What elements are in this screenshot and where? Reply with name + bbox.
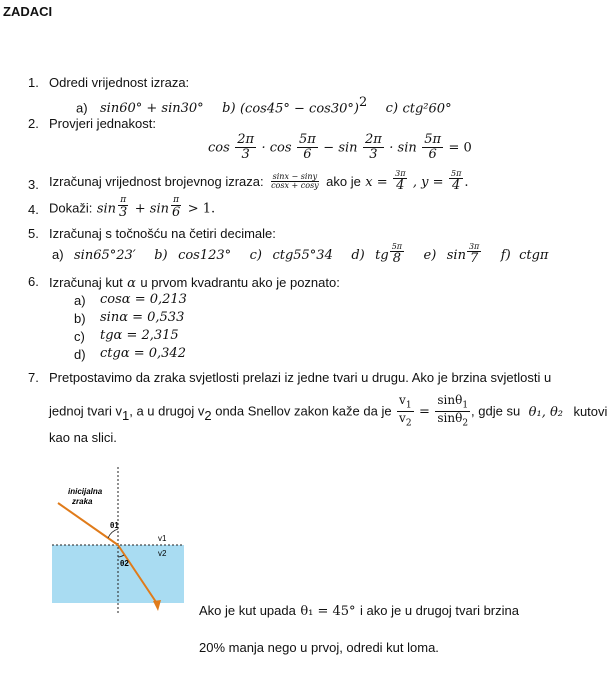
eq-frac4-num: 5π — [424, 132, 442, 147]
snell-sin2: sinθ — [437, 410, 463, 425]
q1c-expr: ctg²60° — [402, 101, 452, 117]
q7-bottom-line-2: 20% manja nego u prvoj, odredi kut loma. — [199, 640, 439, 655]
snell-sin1: sinθ — [437, 393, 463, 407]
q6c-expr: tgα = 2,315 — [100, 328, 179, 343]
figure-v1: v1 — [158, 534, 167, 543]
item-number-7: 7. — [28, 370, 39, 385]
item-number-6: 6. — [28, 274, 39, 289]
q6b-label: b) — [74, 311, 86, 326]
q4-frac2-den: 6 — [171, 205, 181, 221]
q7-bottom-text-b: i ako je u drugoj tvari brzina — [360, 603, 519, 618]
q5e-num: 3π — [468, 242, 480, 251]
q3-frac-den: cosx + cosy — [271, 181, 319, 191]
q5b-expr: cos123° — [178, 247, 232, 263]
figure-label-initial: inicijalna — [68, 487, 103, 496]
q3-y-num: 5π — [451, 169, 462, 178]
question-2: Provjeri jednakost: — [49, 116, 156, 131]
q6a-expr: cosα = 0,213 — [100, 292, 187, 307]
question-7-line-3: kao na slici. — [49, 430, 117, 445]
q6a — [74, 292, 187, 310]
page-title: ZADACI — [3, 4, 53, 19]
question-6 — [49, 274, 340, 292]
q3-frac-num: sinx − siny — [272, 171, 318, 181]
q6c-label: c) — [74, 329, 85, 344]
q3-y: , y = — [412, 174, 444, 190]
q3-y-den: 4 — [452, 178, 461, 194]
snell-v1: v — [399, 393, 406, 407]
eq-sin-2: · sin — [389, 140, 417, 156]
q6b-expr: sinα = 0,533 — [100, 310, 185, 325]
snell-sin2-sub: 2 — [462, 418, 469, 429]
identity-equation — [208, 133, 472, 161]
q5c-label: c) — [249, 247, 262, 263]
q5f-expr: ctgπ — [519, 247, 549, 263]
q4-text: Dokaži: — [49, 200, 93, 216]
q1c-label: c) — [385, 101, 399, 117]
eq-cos-2: · cos — [261, 140, 292, 156]
q7-text-c: onda Snellov zakon kaže da je — [211, 403, 392, 419]
q3-x-den: 4 — [396, 178, 405, 194]
q6a-label: a) — [74, 293, 86, 308]
eq-cos-1: cos — [208, 140, 230, 156]
eq-rhs: = 0 — [448, 140, 472, 156]
eq-frac3-den: 3 — [369, 146, 378, 162]
ray-arrowhead — [153, 600, 161, 611]
q1a-label: a) — [76, 100, 88, 116]
eq-frac1-num: 2π — [237, 132, 255, 147]
question-4 — [49, 196, 215, 220]
snell-v1-sub: 1 — [405, 400, 412, 411]
q3-x-num: 3π — [395, 169, 406, 178]
q4-frac2-num: π — [173, 195, 180, 205]
q1b-label: b) — [222, 101, 236, 117]
question-1: Odredi vrijednost izraza: — [49, 75, 190, 90]
q3-condition: ako je — [326, 173, 361, 189]
q1-options — [76, 95, 452, 117]
q6d-expr: ctgα = 0,342 — [100, 346, 186, 361]
q7-text-e: kutovi — [573, 403, 607, 419]
q5a-expr: sin65°23′ — [74, 247, 136, 263]
q7-sub-1: 1 — [121, 407, 130, 423]
question-3: Izračunaj vrijednost brojevnog izraza: $\frac{\sin x - \sin y}{\cos x + \cos y}$ ako je x = $\frac{3\pi}{4}$ , y = $\frac{5\pi}{4}$ . — [49, 169, 469, 194]
q6b — [74, 310, 185, 328]
q7-thetas: θ₁, θ₂ — [528, 404, 563, 420]
q1a-expr: sin60° + sin30° — [100, 101, 204, 117]
figure-label-ray: zraka — [72, 497, 93, 506]
question-5: Izračunaj s točnošću na četiri decimale: — [49, 226, 276, 241]
q7-text-b: , a u drugoj v — [129, 403, 205, 419]
q5-options — [52, 243, 548, 266]
q4-sin-2: + sin — [134, 201, 169, 217]
eq-frac3-num: 2π — [364, 132, 382, 147]
q7-theta1-value: θ₁ = 45° — [300, 604, 356, 619]
q7-bottom-text-a: Ako je kut upada — [199, 603, 296, 618]
q4-frac1-den: 3 — [119, 205, 128, 221]
item-number-1: 1. — [28, 75, 39, 90]
q5e-den: 7 — [469, 251, 479, 267]
incident-ray — [58, 503, 118, 545]
eq-frac4-den: 6 — [428, 146, 437, 162]
q4-frac1-num: π — [120, 195, 127, 205]
item-number-5: 5. — [28, 226, 39, 241]
q6c — [74, 328, 179, 346]
q5d-label: d) — [351, 247, 365, 263]
eq-sin-1: − sin — [323, 140, 358, 156]
snell-v2-sub: 2 — [405, 418, 412, 429]
q6d-label: d) — [74, 347, 86, 362]
q5d-num: 5π — [391, 242, 403, 251]
figure-theta2: θ2 — [120, 559, 129, 568]
figure-theta1: θ1 — [110, 521, 119, 530]
q5d-den: 8 — [392, 251, 402, 267]
q1b-exponent: 2 — [358, 95, 368, 110]
q6-text: Izračunaj kut — [49, 275, 123, 290]
q7-bottom-line-1 — [199, 602, 519, 620]
eq-frac1-den: 3 — [241, 146, 250, 162]
q6-alpha: α — [127, 276, 136, 291]
snell-sin1-sub: 1 — [462, 400, 469, 411]
q7-text-a: jednoj tvari v — [49, 403, 122, 419]
question-7-line-1: Pretpostavimo da zraka svjetlosti prelazi iz jedne tvari u drugu. Ako je brzina svjetlosti u — [49, 370, 552, 385]
q5a-label: a) — [52, 246, 64, 262]
eq-frac2-num: 5π — [299, 132, 316, 147]
q3-x: x = — [365, 174, 388, 190]
item-number-4: 4. — [28, 202, 39, 217]
q7-text-d: , gdje su — [471, 403, 521, 419]
snell-equals: = — [419, 404, 430, 420]
question-7-line-2 — [49, 394, 607, 429]
snell-v2: v — [399, 410, 406, 425]
q1b-expr: (cos45° − cos30°) — [239, 101, 359, 117]
q5f-label: f) — [500, 247, 511, 263]
q5d-expr: tg — [375, 247, 389, 263]
q6d — [74, 346, 186, 364]
q4-sin-1: sin — [96, 201, 117, 217]
item-number-2: 2. — [28, 116, 39, 131]
q3-text: Izračunaj vrijednost brojevnog izraza: — [49, 173, 264, 189]
q5c-expr: ctg55°34 — [272, 247, 333, 263]
q5e-expr: sin — [446, 247, 466, 263]
q7-sub-2: 2 — [204, 407, 212, 423]
q6-text-2: u prvom kvadrantu ako je poznato: — [140, 275, 340, 290]
q4-rhs: > 1. — [187, 201, 216, 217]
eq-frac2-den: 6 — [303, 146, 312, 162]
q5e-label: e) — [423, 247, 437, 263]
item-number-3: 3. — [28, 177, 39, 192]
figure-v2: v2 — [158, 549, 167, 558]
theta1-arc — [108, 529, 118, 538]
q5b-label: b) — [154, 247, 168, 263]
snell-refraction-figure — [50, 465, 200, 615]
